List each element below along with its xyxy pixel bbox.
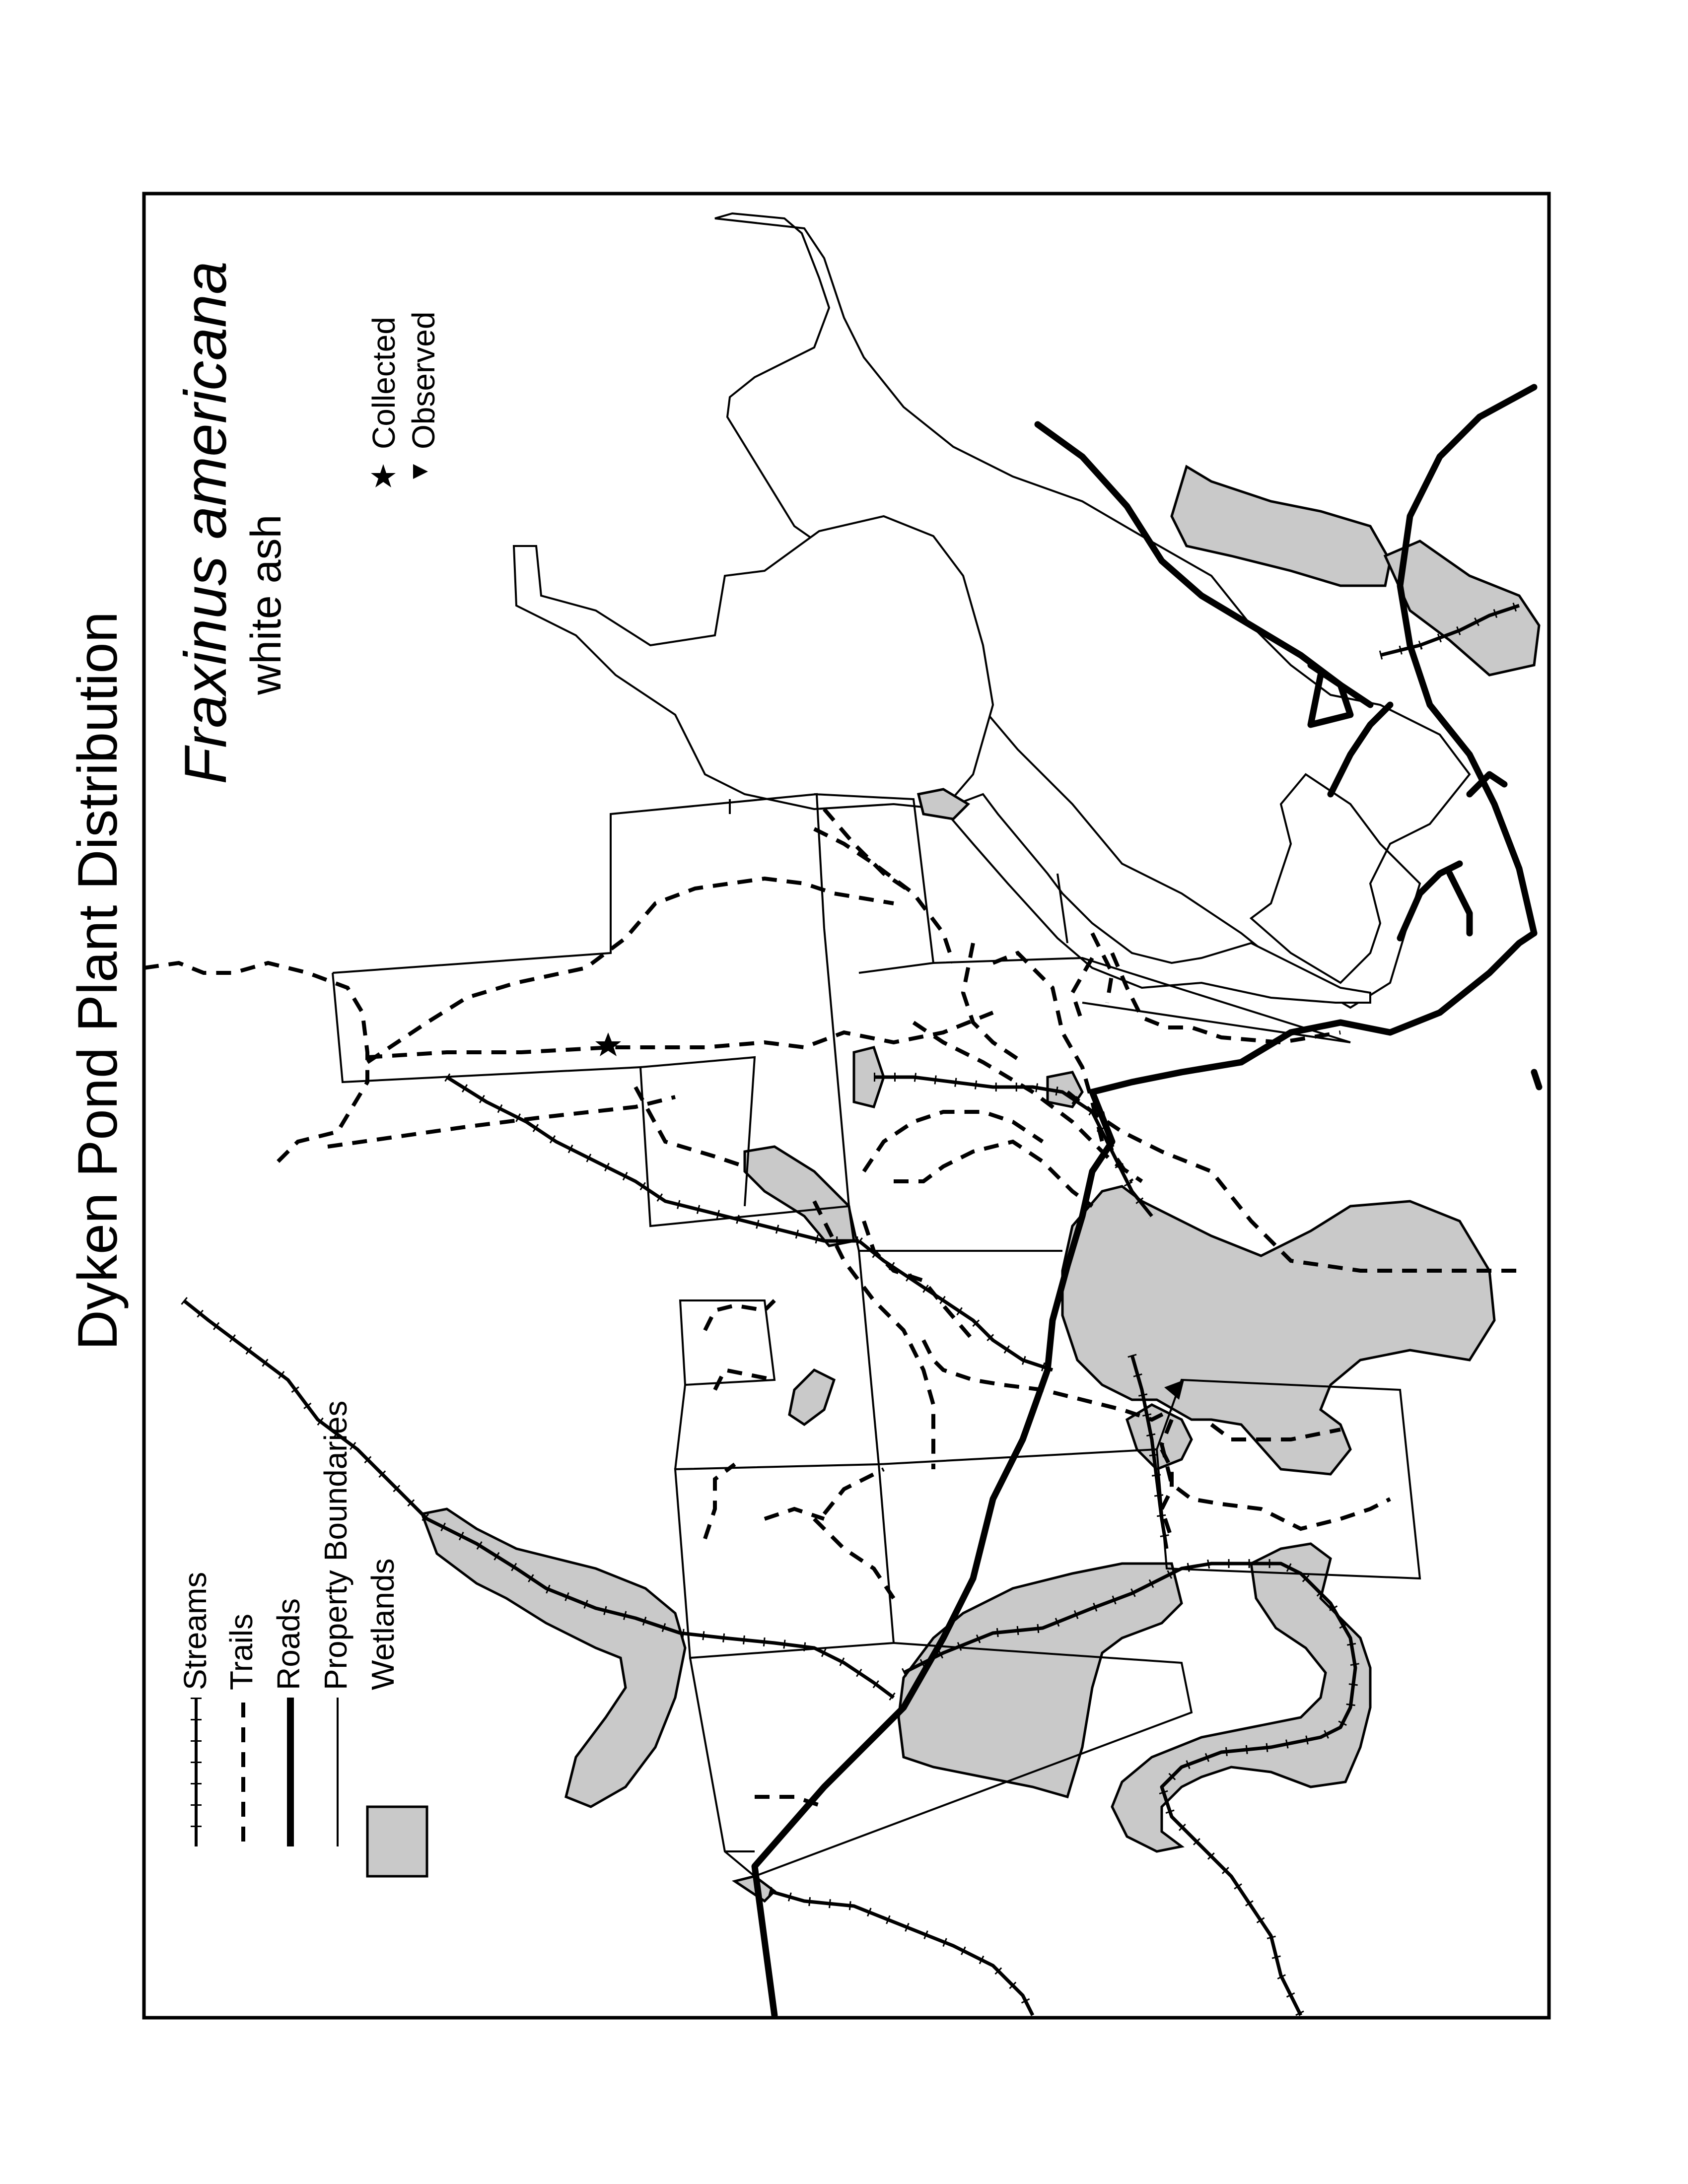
road xyxy=(755,1092,1112,2015)
wetland-area xyxy=(1172,467,1390,586)
wetland-area xyxy=(745,1147,854,1246)
feature-legend xyxy=(177,1401,427,1876)
trail xyxy=(635,1087,745,1166)
common-name: white ash xyxy=(242,514,290,695)
legend-roads-label: Roads xyxy=(271,1598,306,1690)
trail xyxy=(824,809,914,893)
occurrence-legend xyxy=(366,312,441,487)
trail xyxy=(814,1519,894,1598)
wetland-area xyxy=(899,1564,1182,1797)
stream xyxy=(859,1241,1053,1370)
wetland-area xyxy=(789,1370,834,1425)
trail xyxy=(765,1509,824,1519)
road xyxy=(1534,1072,1539,1087)
property-boundary xyxy=(640,1057,755,1206)
legend-property-label: Property Boundaries xyxy=(318,1400,353,1690)
trail xyxy=(814,829,953,963)
trail xyxy=(894,1142,1092,1206)
stream xyxy=(770,1891,1033,2015)
legend-trails-label: Trails xyxy=(223,1613,259,1690)
trail xyxy=(824,1469,884,1514)
map-title: Dyken Pond Plant Distribution xyxy=(67,612,129,1350)
trail xyxy=(993,953,1102,1142)
trail xyxy=(1072,958,1092,1023)
trail xyxy=(705,1464,735,1539)
legend-streams-label: Streams xyxy=(177,1571,213,1690)
trail xyxy=(715,1370,774,1390)
trail xyxy=(864,1221,973,1340)
property-boundary xyxy=(849,1206,1062,1251)
road xyxy=(1450,874,1470,933)
property-boundary xyxy=(333,794,824,973)
trail xyxy=(705,1300,774,1330)
wetland-area xyxy=(422,1509,685,1807)
pond-outline-north xyxy=(514,516,993,809)
trail xyxy=(367,879,894,1062)
legend-wetlands-label: Wetlands xyxy=(365,1558,401,1690)
stream-ticks xyxy=(859,1241,1053,1370)
collected-point-star-icon xyxy=(595,1032,621,1056)
wetland-area xyxy=(1062,1186,1494,1474)
trail xyxy=(367,1013,993,1057)
species-name: Fraxinus americana xyxy=(172,261,239,784)
observed-label: Observed xyxy=(406,311,441,449)
property-boundary xyxy=(675,1300,774,1469)
stream-ticks xyxy=(770,1891,1033,2015)
observed-triangle-icon xyxy=(413,464,428,479)
property-boundary xyxy=(675,1251,894,1658)
trail xyxy=(914,1023,1142,1181)
collected-label: Collected xyxy=(366,317,402,449)
collected-star-icon xyxy=(371,464,396,487)
legend-wetlands-swatch xyxy=(367,1807,427,1876)
